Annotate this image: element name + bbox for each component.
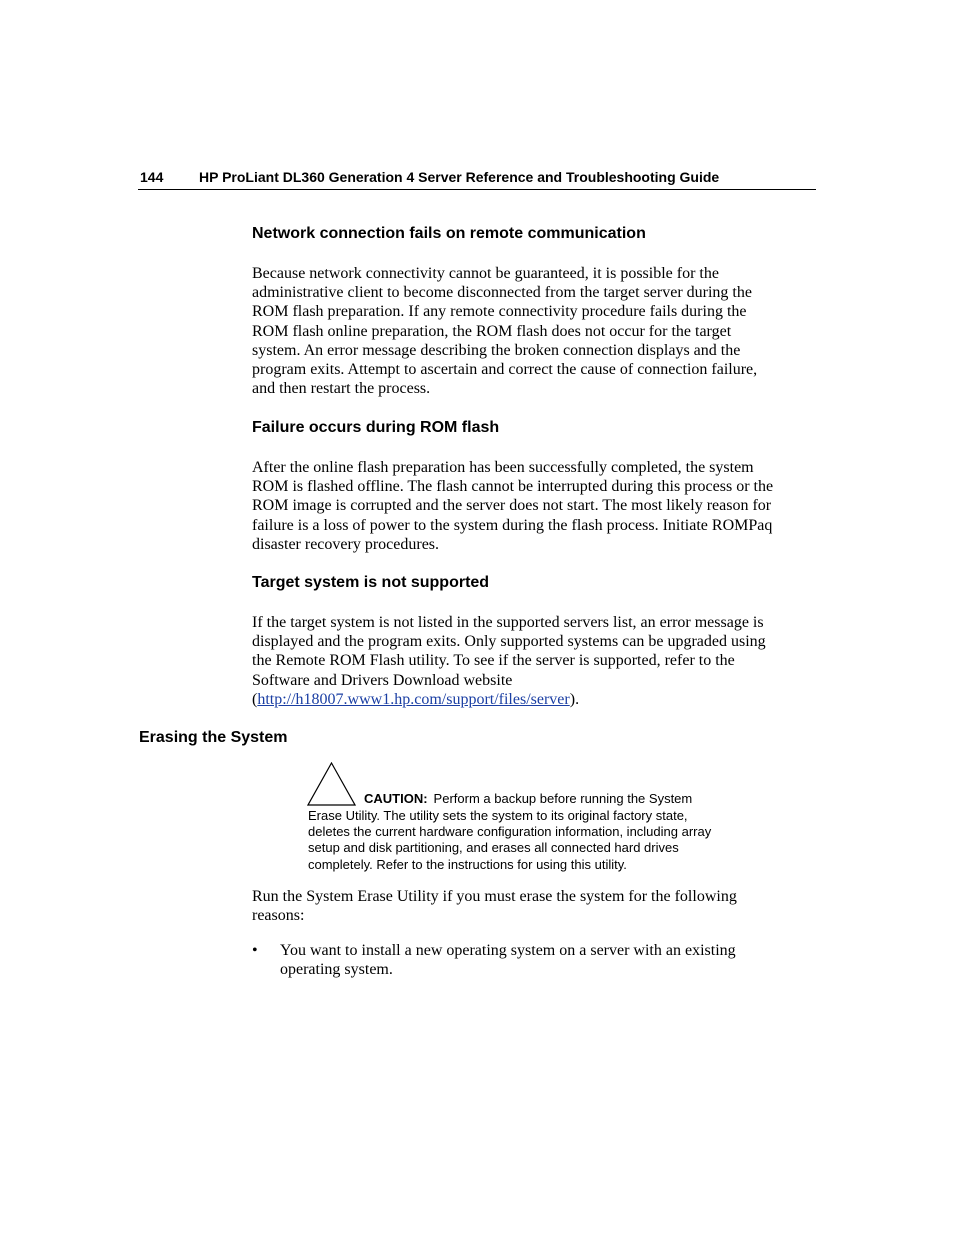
- text-line: and then restart the process.: [252, 380, 431, 398]
- page-header: [138, 168, 816, 190]
- heading-target-not-supported: Target system is not supported: [252, 574, 490, 591]
- caution-text: [308, 808, 711, 873]
- text-line: ROM flash online preparation, the ROM flash does not occur for the target: [252, 322, 732, 340]
- text-line: ROM image is corrupted and the server does not start. The most likely reason for: [252, 497, 772, 515]
- text-line: completely. Refer to the instructions for using this utility.: [308, 856, 627, 872]
- caution-first-line: [364, 791, 692, 807]
- bullet-icon: •: [252, 942, 258, 959]
- text-line: displayed and the program exits. Only supported systems can be upgraded using: [252, 633, 766, 651]
- text-line: You want to install a new operating system on a server with an existing: [280, 942, 736, 959]
- paragraph-network-connection: [252, 264, 818, 398]
- caution-triangle-icon: [307, 762, 356, 806]
- list-item-text: [280, 941, 736, 979]
- text-line: ROM flash preparation. If any remote connectivity procedure fails during the: [252, 303, 747, 321]
- document-title: HP ProLiant DL360 Generation 4 Server Reference and Troubleshooting Guide: [199, 169, 720, 185]
- text-line: program exits. Attempt to ascertain and correct the cause of connection failure,: [252, 361, 758, 379]
- text-line: setup and disk partitioning, and erases all connected hard drives: [308, 840, 679, 856]
- text-line: If the target system is not listed in the supported servers list, an error message is: [252, 614, 764, 631]
- text-line: the Remote ROM Flash utility. To see if the server is supported, refer to the: [252, 652, 735, 670]
- paragraph-rom-flash-failure: [252, 458, 818, 554]
- link-close-paren: ).: [569, 690, 580, 708]
- heading-erasing-the-system: Erasing the System: [139, 729, 288, 746]
- heading-rom-flash-failure: Failure occurs during ROM flash: [252, 419, 500, 436]
- text-line: administrative client to become disconnected from the target server during the: [252, 284, 752, 302]
- caution-label: CAUTION:: [364, 791, 428, 806]
- support-files-link[interactable]: http://h18007.www1.hp.com/support/files/server: [257, 690, 570, 708]
- text-line: Run the System Erase Utility if you must erase the system for the following: [252, 888, 737, 905]
- text-line: After the online flash preparation has been successfully completed, the system: [252, 459, 754, 476]
- paragraph-erase-intro: [252, 887, 818, 925]
- text-line: operating system.: [280, 961, 393, 979]
- text-line: Because network connectivity cannot be guaranteed, it is possible for the: [252, 265, 719, 282]
- paragraph-target-not-supported: [252, 613, 818, 709]
- link-open-paren: (: [252, 690, 258, 708]
- text-line: system. An error message describing the broken connection displays and the: [252, 341, 741, 359]
- heading-network-connection: Network connection fails on remote communication: [252, 225, 646, 242]
- text-line: failure is a loss of power to the system during the flash process. Initiate ROMPaq: [252, 516, 773, 534]
- text-line: disaster recovery procedures.: [252, 535, 440, 553]
- caution-text-start: Perform a backup before running the System: [433, 791, 693, 806]
- page-number: 144: [140, 169, 164, 185]
- link-line: [252, 690, 818, 709]
- text-line: deletes the current hardware configuration information, including array: [308, 824, 712, 840]
- text-line: Software and Drivers Download website: [252, 671, 513, 689]
- text-line: ROM is flashed offline. The flash cannot be interrupted during this process or the: [252, 478, 774, 496]
- text-line: reasons:: [252, 907, 305, 925]
- text-line: Erase Utility. The utility sets the system to its original factory state,: [308, 808, 688, 823]
